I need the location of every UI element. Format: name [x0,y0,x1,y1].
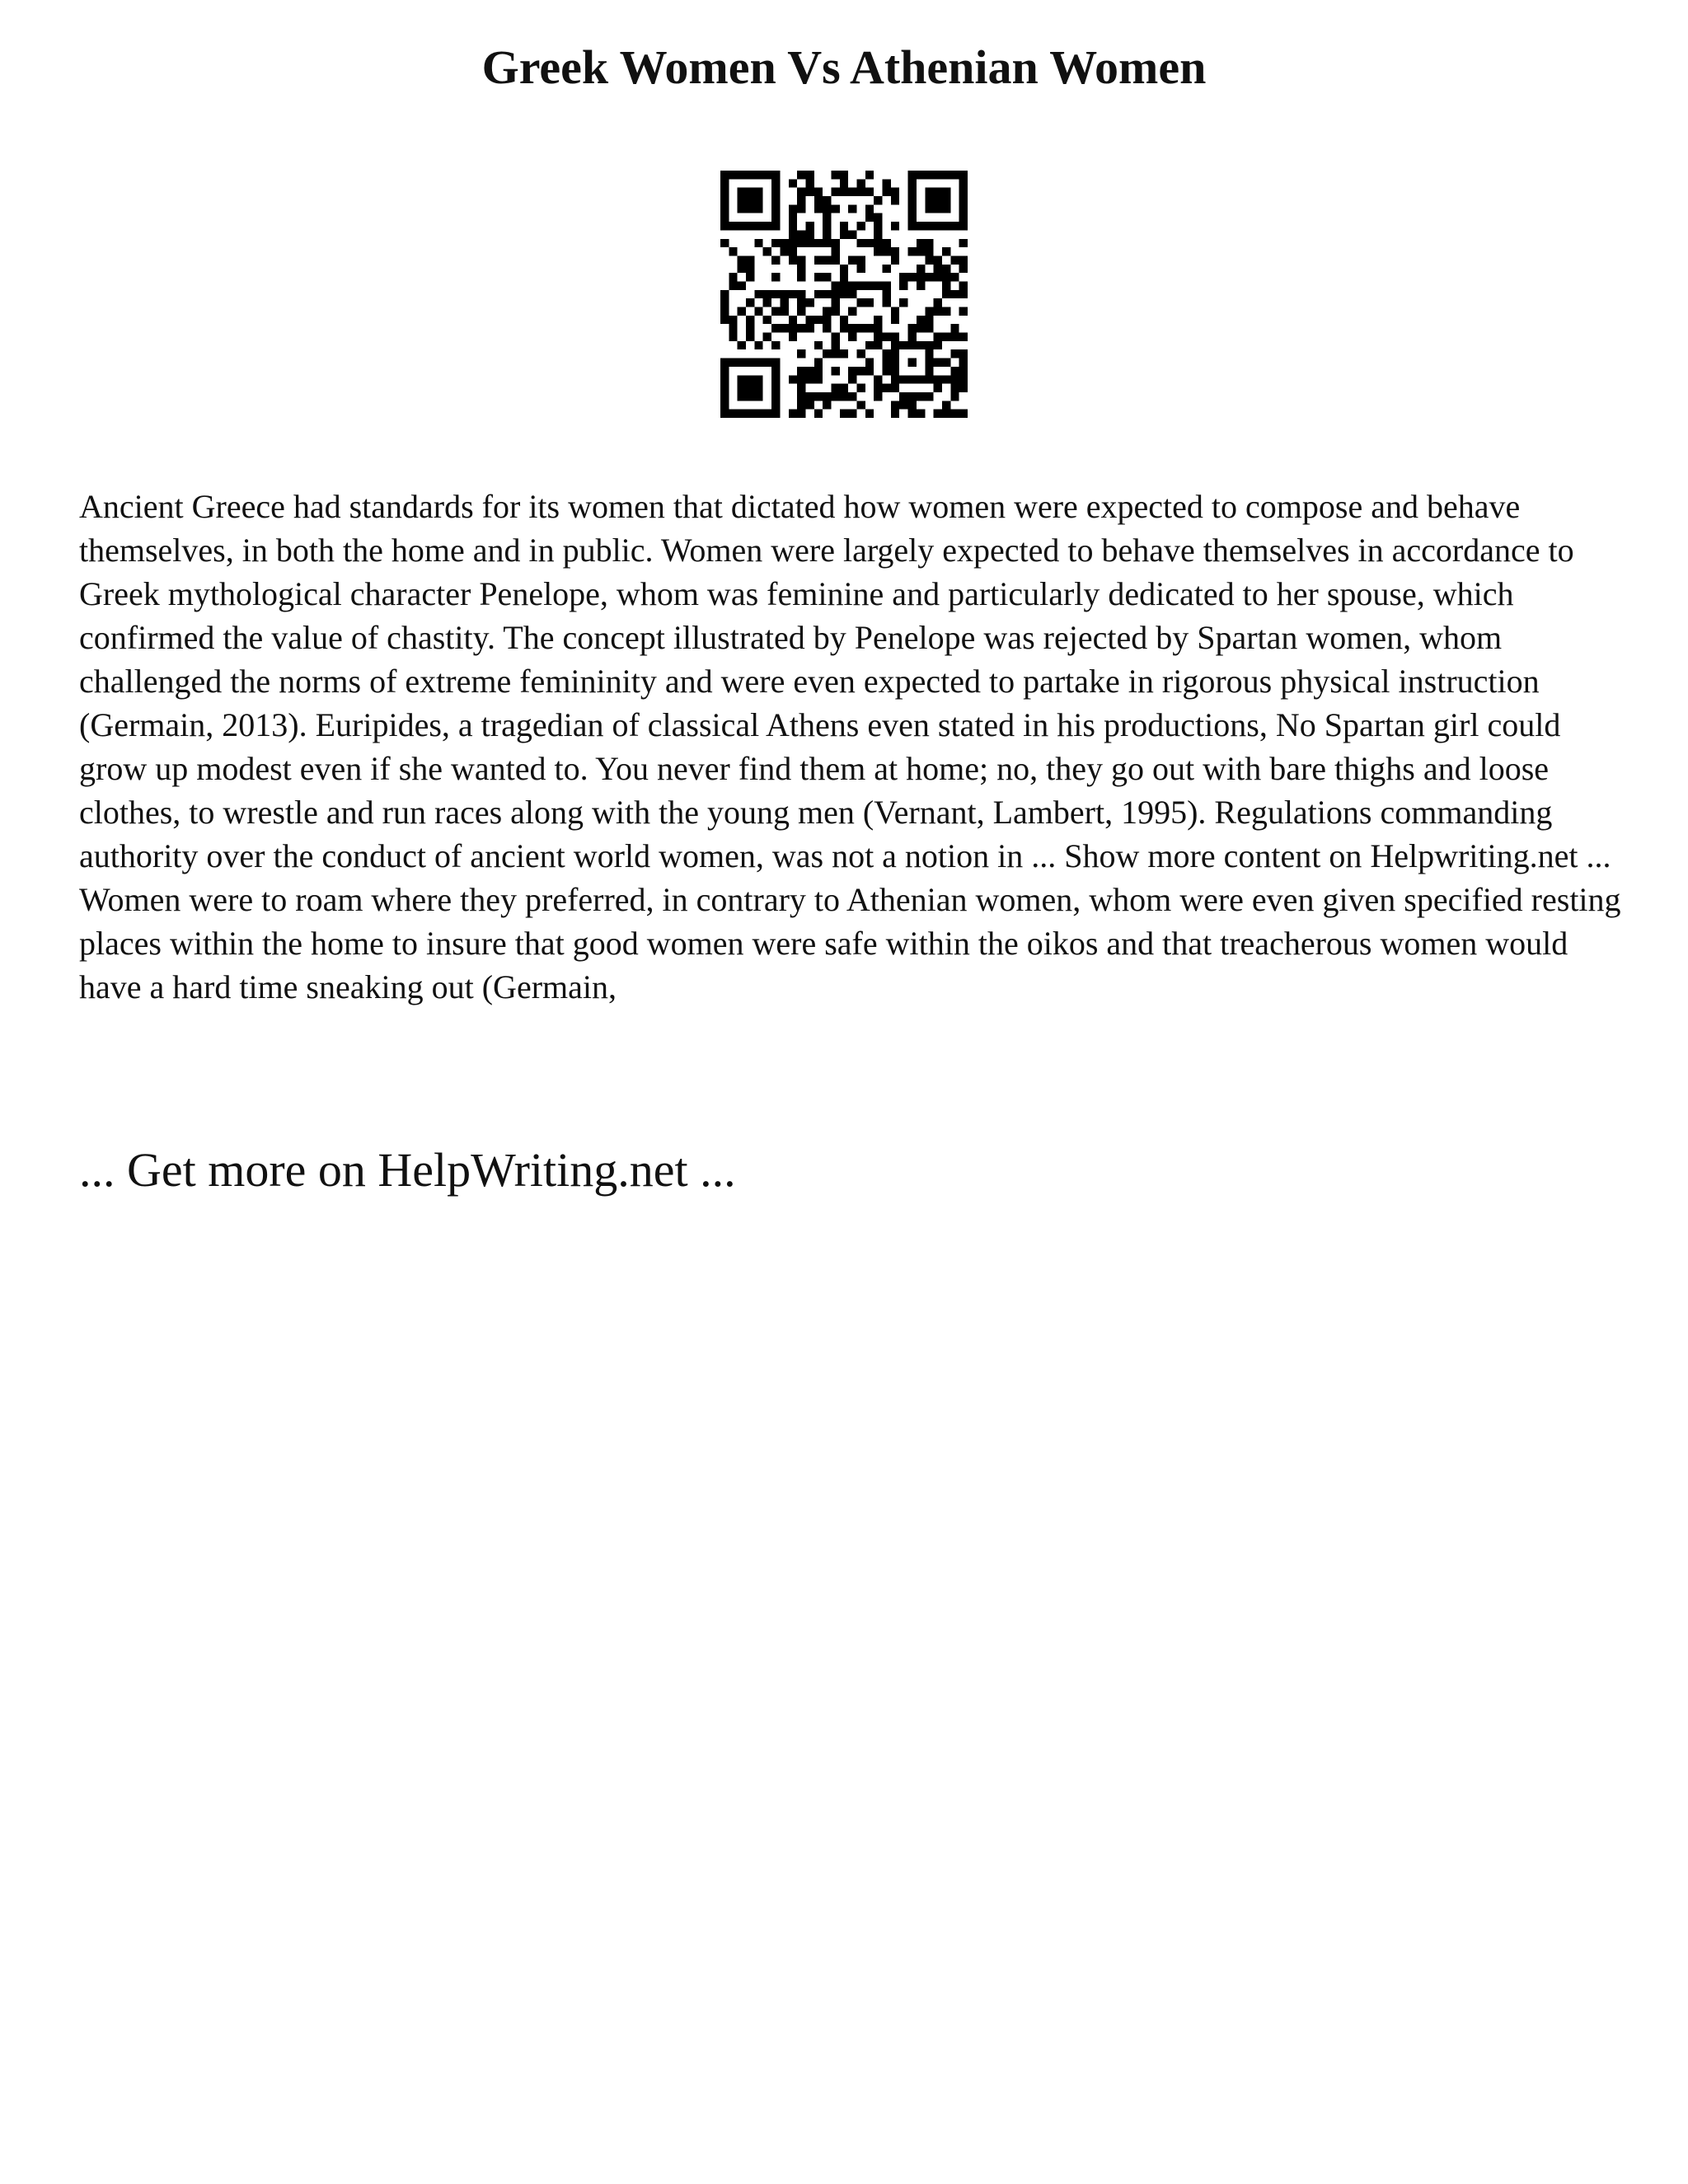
paragraph-2: Women were to roam where they preferred, in contrary to Athenian women, whom were even given specified resting places within the home to insure that good women were safe within the oikos and that treacherous women would have a hard time sneaking out (Germain, [79,881,1621,1005]
paragraph-1: Ancient Greece had standards for its women that dictated how women were expected to compose and behave themselves, in both the home and in public. Women were largely expected to behave themselves in accordance to Greek mythological character Penelope, whom was feminine and particularly dedicated to her spouse, which confirmed the value of chastity. The concept illustrated by Penelope was rejected by Spartan women, whom challenged the norms of extreme femininity and were even expected to partake in rigorous physical instruction (Germain, 2013). Euripides, a tragedian of classical Athens even stated in his productions, No Spartan girl could grow up modest even if she wanted to. You never find them at home; no, they go out with bare thighs and loose clothes, to wrestle and run races along with the young men (Vernant, Lambert, 1995). Regulations commanding authority over the conduct of ancient world women, was not a notion in ... Show more content on Helpwriting.net ... [79,488,1611,874]
page-title: Greek Women Vs Athenian Women [481,40,1207,94]
body-text [79,485,1629,1009]
qr-code-icon [720,171,968,418]
get-more-link[interactable]: ... Get more on HelpWriting.net ... [79,1143,736,1197]
